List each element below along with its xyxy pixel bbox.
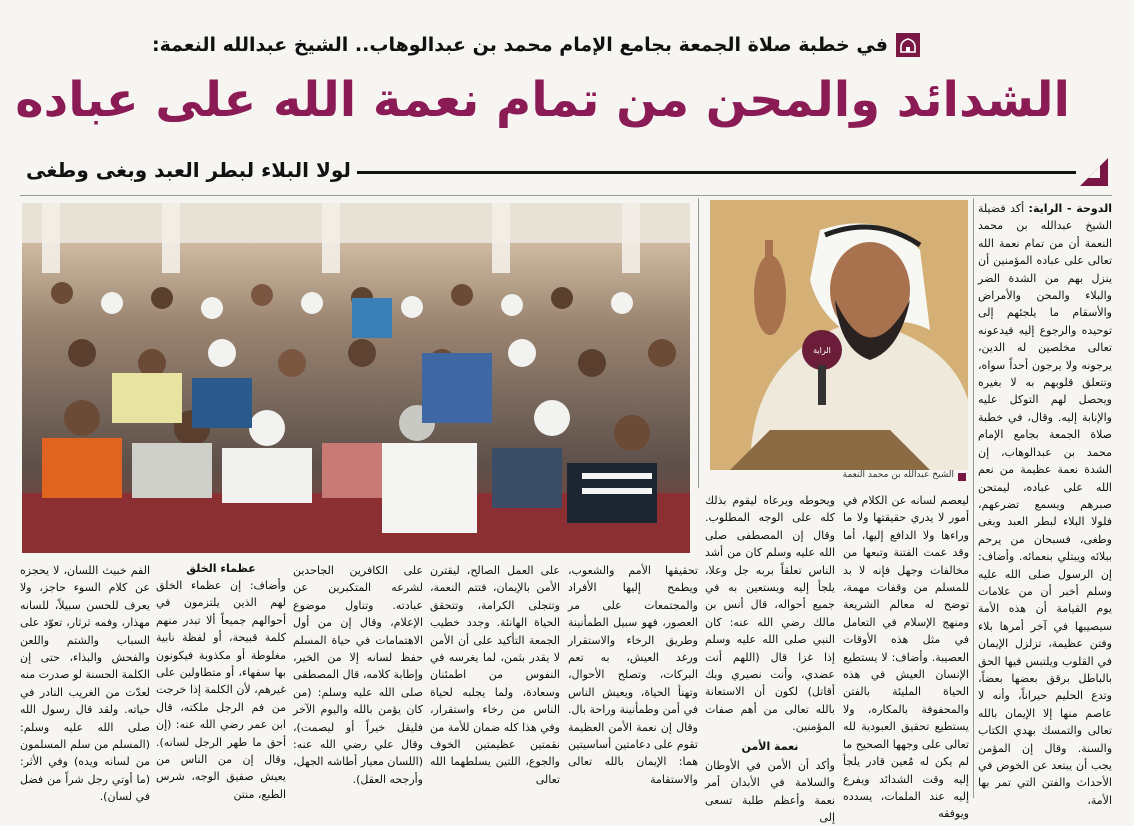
article-column-5 [430,562,560,800]
article-column-6 [293,562,423,800]
article-text: ويحوطه ويرعاه ليقوم بذلك كله على الوجه المطلوب. وقال إن المصطفى صلى الله عليه وسلم كان من أشد الناس تعلقاً بربه جل وعلا، يلجأ إليه ويستعين به في جميع أحواله، قال أنس بن مالك رضي الله عنه: كان النبي صلى الله عليه وسلم إذا غزا قال (اللهم أنت عضدي، وأنت نصيري وبك أقاتل) لكون أن الاستعانة بالله تعالى من أهم صفات المؤمنين. [705,494,835,734]
subheadline-row [20,158,1112,186]
article-column-3 [705,492,835,824]
section-heading: عظماء الخلق [186,562,256,575]
article-text: أكد فضيلة الشيخ عبدالله بن محمد النعمة أن من تمام نعمة الله تعالى على عباده المؤمنين أن ينزل بهم من الشدة الضر والبلاء والمحن والأمراض والأسقام ما يلجئهم إلى توحيده والرجوع إليه فيدعونه تعالى مخلصين له الدين، يرجونه ولا يرجون أحداً سواه، وتتعلق قلوبهم به لا بغيره ويحصل لهم التوكل عليه والإنابة إليه. وقال، في خطبة صلاة الجمعة بجامع الإمام محمد بن عبدالوهاب، إن الشدة نعمة عظيمة من نعم الله على عباده، ليمتحن صبرهم ويسمع تضرعهم، فلولا البلاء لبطر العبد وبغى وطغى، فسبحان من يرحم ببلائه ويبتلي بنعمائه. وأضاف: إن الرسول صلى الله عليه وسلم أخبر أن من علامات يوم القيامة أن هذه الأمة سيصيبها في آخر أمرها بلاء وفتن عظيمة، تزلزل الإيمان في القلوب ويلتبس فيها الحق بالباطل برقق بعضها بعضاً، وتدع الحليم حيراناً، وأنه لا عاصم منها إلا الإيمان بالله تعالى والتمسك بهدي الكتاب والسنة. وقال إن المؤمن يجب أن يبتعد عن الخوض في الأحداث والفتن التي تمر بها الأمة، [978,202,1112,807]
article-text: على العمل الصالح، ليقترن الأمن بالإيمان، فتتم النعمة، وتتجلى الكرامة، وتتحقق الحياة الهانئة. وجدد خطيب الجمعة التأكيد على أن الأمن لا يقدر بثمن، لما يغرسه في النفوس من اطمئنان وسعادة، ولما يجلبه لحياة الناس من رخاء واستقرار، وفي هذا كله ضمان للأمة من نقمتين عظيمتين الخوف والجوع، اللتين يسلطهما الله تعالى [430,564,560,786]
mosque-icon [896,33,920,57]
kicker-text: في خطبة صلاة الجمعة بجامع الإمام محمد بن عبدالوهاب.. الشيخ عبدالله النعمة: [152,34,888,56]
dateline: الدوحة - الراية: [1028,202,1112,215]
article-column-7 [156,562,286,800]
article-text: وأكد أن الأمن في الأوطان والسلامة في الأبدان أمر نعمة وأعظم طلبة تسعى إلى [705,758,835,824]
article-column-1 [978,200,1112,807]
column-rule [698,198,699,488]
article-text: تحقيقها الأمم والشعوب، ويطمح إليها الأفراد والمجتمعات على مر العصور، فهو سبيل الطمأنينة وطريق الرخاء والاستقرار ورغد العيش، به تعم البركات، وتصلح الأحوال، وتهنأ الحياة، ويعيش الناس في أمن وطمأنينة وراحة بال. وقال إن نعمة الأمن العظيمة تقوم على دعامتين أساسيتين هما: الإيمان بالله تعالى والاستقامة [568,564,698,786]
article-text: على الكافرين الجاحدين لشرعه المتكبرين عن عبادته. وتناول موضوع الإعلام، وقال إن من أول الاهتمامات في حياة المسلم حفظ لسانه إلا من الخير، وإطابة كلامه، قال المصطفى صلى الله عليه وسلم: (من كان يؤمن بالله واليوم الآخر فليقل خيراً أو ليصمت)، وقال علي رضي الله عنه: (اللسان معيار أطاشه الجهل، وأرجحه العقل). [293,564,423,786]
mosque-congregation-photo [22,203,690,553]
subheadline [20,158,1072,186]
article-column-4 [568,562,698,800]
triangle-marker-icon [1080,158,1108,186]
section-heading: نعمة الأمن [741,739,799,753]
photo-caption-text: الشيخ عبدالله بن محمد النعمة [842,470,954,480]
caption-marker-icon [958,473,966,481]
subheadline-text: لولا البلاء لبطر العبد وبغى وطغى [20,158,357,182]
sheikh-photo [710,200,968,470]
photo-caption [710,470,968,486]
article-text: الفم خبيث اللسان، لا يحجزه عن كلام السوء حاجز، ولا يعرف للحسن سبيلاً، للسانه مهذار، وفمه ثرثار، تعوّد على السباب والشتم واللعن والفحش والبذاء، حتى إن الكلمة الحسنة لو صدرت منه لعدّت من الغريب النادر في حياته. ولقد قال رسول الله صلى الله عليه وسلم: (المسلم من سلم المسلمون من لسانه ويده) وفي الأثر: (ما أوتي رجل شراً من فضل في لسان). [20,564,150,804]
top-rule [20,195,1112,196]
article-text: وأضاف: إن عظماء الخلق لهم الذين يلتزمون في أحوالهم جميعاً ألا تبدر منهم كلمة قبيحة، أو لفظة نابية مغلوطة أو مكذوبة فيكونون بها سفهاء، أو متطاولين على غيرهم، لأن الكلمة إذا خرجت من فم الرجل ملكته، قال ابن عمر رضي الله عنه: (إن أحق ما طهر الرجل لسانه). وقال إن من الناس من يعيش صفيق الوجه، شرس الطبع، منتن [155,579,286,801]
headline: الشدائد والمحن من تمام نعمة الله على عباده [15,72,1070,128]
column-rule [973,198,974,798]
mic-badge: الراية [813,346,831,355]
article-text: ليعصم لسانه عن الكلام في أمور لا يدري حقيقتها ولا ما وراءها ولا الدافع إليها، أما وقد عمت الفتنة وتبعها من مخالفات وجهل فإنه لا بد للمسلم من وقفات مهمة، توضح له معالم الشريعة ومنهج الإسلام في التعامل في مثل هذه الأوقات العصيبة. وأضاف: لا يستطيع الإنسان العيش في هذه الحياة المليئة بالفتن والمحفوفة بالمكاره، ولا يستطيع تحقيق العبودية لله تعالى على وجهها الصحيح ما لم يكن له مُعين قادر يلجأ إليه وقت الشدائد ويفرع إليه عند الملمات، يسدده ويوفقه [843,494,969,821]
kicker [152,32,920,58]
article-column-8 [20,562,150,804]
article-column-2 [843,492,969,821]
